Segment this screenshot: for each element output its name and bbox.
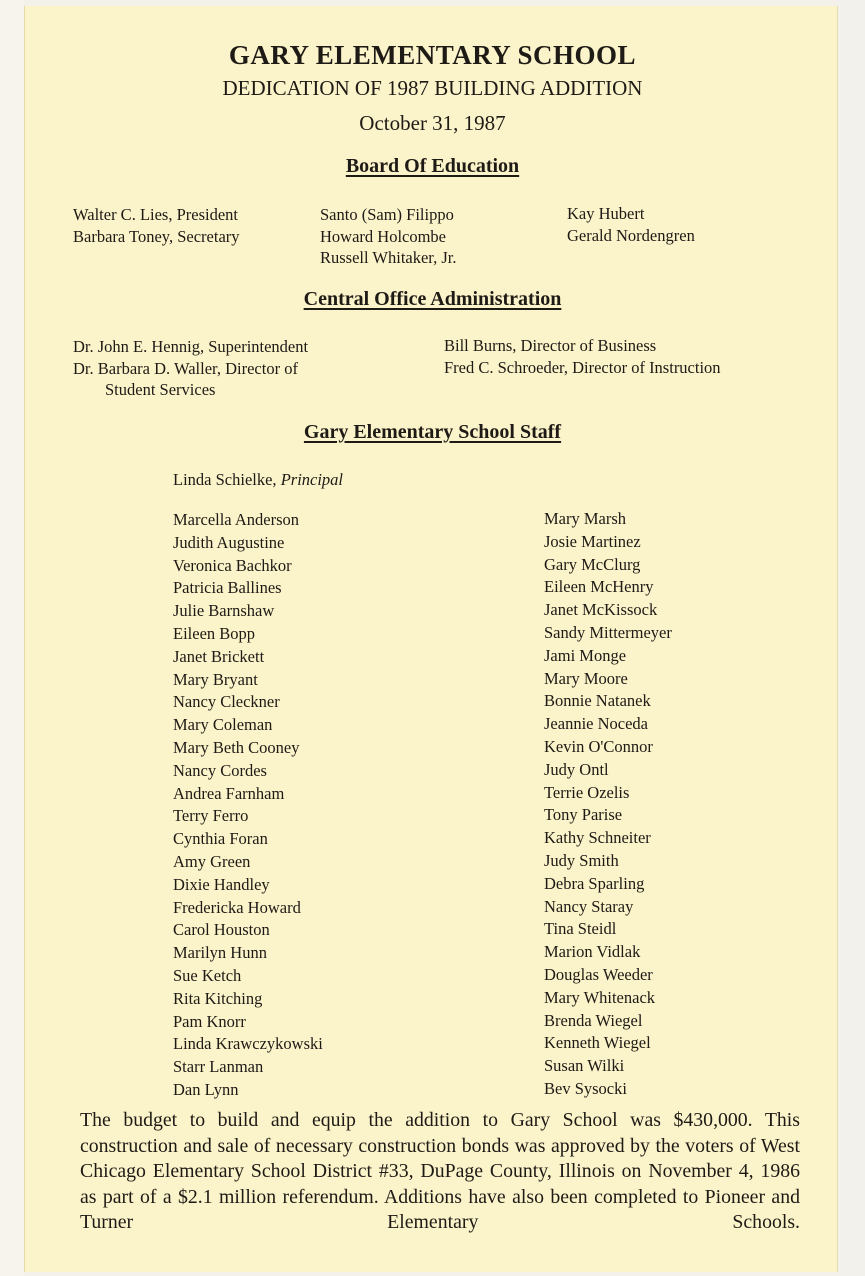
board-member: Walter C. Lies, President	[73, 205, 239, 224]
staff-member: Marilyn Hunn	[173, 943, 267, 963]
administrator-continued: Student Services	[105, 380, 216, 399]
staff-member: Nancy Cordes	[173, 760, 267, 780]
staff-member: Douglas Weeder	[544, 964, 653, 984]
program-sheet	[24, 6, 838, 1272]
administrator: Dr. Barbara D. Waller, Director of	[73, 358, 298, 378]
dedication-date: October 31, 1987	[359, 111, 506, 135]
budget-paragraph: The budget to build and equip the addition to Gary School was $430,000. This construction and sale of necessary construction bonds was approved by the voters of West Chicago Elementary School District #33, DuPage County, Illinois on November 4, 1986 as part of a $2.1 million referendum. Additions have also been completed to Pioneer and Turner Elementary Schools.	[80, 1109, 800, 1234]
scan-margin-right	[836, 0, 865, 1276]
staff-member: Marcella Anderson	[173, 510, 299, 529]
staff-member: Jami Monge	[544, 645, 627, 665]
staff-member: Susan Wilki	[544, 1056, 625, 1076]
central-office-right	[444, 335, 721, 378]
staff-member: Brenda Wiegel	[544, 1010, 643, 1030]
staff-member: Marion Vidlak	[544, 942, 641, 962]
board-member: Howard Holcombe	[320, 226, 447, 246]
staff-member: Pam Knorr	[173, 1011, 246, 1031]
principal-title: Principal	[280, 470, 344, 489]
staff-list-right	[544, 508, 672, 1101]
staff-member: Carol Houston	[173, 920, 270, 940]
staff-member: Judith Augustine	[173, 532, 285, 552]
staff-member: Kenneth Wiegel	[544, 1033, 651, 1053]
staff-member: Mary Coleman	[173, 715, 273, 735]
staff-member: Sandy Mittermeyer	[544, 622, 672, 642]
staff-member: Judy Ontl	[544, 759, 609, 779]
staff-member: Mary Whitenack	[544, 987, 656, 1007]
staff-member: Fredericka Howard	[173, 897, 301, 917]
staff-member: Nancy Staray	[544, 896, 634, 916]
staff-member: Linda Krawczykowski	[173, 1034, 323, 1054]
staff-member: Andrea Farnham	[173, 783, 285, 803]
administrator: Dr. John E. Hennig, Superintendent	[73, 337, 309, 356]
board-column-1	[73, 204, 240, 247]
staff-member: Tina Steidl	[544, 919, 617, 939]
staff-member: Mary Beth Cooney	[173, 737, 300, 757]
board-member: Santo (Sam) Filippo	[320, 205, 454, 224]
staff-member: Mary Moore	[544, 668, 628, 688]
staff-member: Sue Ketch	[173, 965, 242, 985]
board-heading: Board Of Education	[345, 155, 520, 177]
board-member: Russell Whitaker, Jr.	[320, 248, 457, 267]
staff-member: Rita Kitching	[173, 988, 263, 1008]
staff-heading: Gary Elementary School Staff	[303, 421, 562, 443]
staff-member: Starr Lanman	[173, 1057, 264, 1077]
central-office-left	[73, 336, 308, 401]
central-office-heading: Central Office Administration	[303, 288, 562, 310]
staff-member: Kevin O'Connor	[544, 736, 653, 756]
staff-member: Bonnie Natanek	[544, 691, 651, 711]
staff-member: Dixie Handley	[173, 874, 270, 894]
board-member: Kay Hubert	[567, 204, 645, 223]
staff-member: Jeannie Noceda	[544, 714, 648, 734]
dedication-subtitle: DEDICATION OF 1987 BUILDING ADDITION	[222, 76, 643, 100]
staff-member: Mary Marsh	[544, 509, 627, 528]
staff-member: Gary McClurg	[544, 554, 641, 574]
staff-member: Bev Sysocki	[544, 1078, 627, 1098]
staff-member: Janet McKissock	[544, 600, 658, 620]
staff-member: Patricia Ballines	[173, 578, 282, 598]
staff-member: Eileen McHenry	[544, 577, 654, 597]
administrator: Bill Burns, Director of Business	[444, 336, 657, 355]
board-member: Gerald Nordengren	[567, 225, 695, 245]
principal-line	[173, 469, 343, 491]
staff-member: Dan Lynn	[173, 1079, 239, 1099]
staff-member: Kathy Schneiter	[544, 828, 651, 848]
staff-list-left	[173, 509, 323, 1102]
staff-member: Cynthia Foran	[173, 829, 268, 849]
school-title: GARY ELEMENTARY SCHOOL	[228, 40, 637, 70]
staff-member: Terry Ferro	[173, 806, 249, 826]
staff-member: Mary Bryant	[173, 669, 258, 689]
staff-member: Veronica Bachkor	[173, 555, 292, 575]
staff-member: Nancy Cleckner	[173, 692, 280, 712]
staff-member: Tony Parise	[544, 805, 623, 825]
staff-member: Julie Barnshaw	[173, 601, 275, 621]
principal-name: Linda Schielke,	[173, 470, 277, 489]
scan-margin-left	[0, 0, 24, 1276]
staff-member: Josie Martinez	[544, 531, 641, 551]
administrator: Fred C. Schroeder, Director of Instruction	[444, 357, 721, 377]
staff-member: Eileen Bopp	[173, 623, 256, 643]
staff-member: Debra Sparling	[544, 873, 645, 893]
board-column-2	[320, 204, 457, 269]
staff-member: Terrie Ozelis	[544, 782, 630, 802]
board-member: Barbara Toney, Secretary	[73, 226, 240, 246]
staff-member: Amy Green	[173, 851, 251, 871]
board-column-3	[567, 203, 695, 246]
staff-member: Janet Brickett	[173, 646, 265, 666]
staff-member: Judy Smith	[544, 850, 619, 870]
